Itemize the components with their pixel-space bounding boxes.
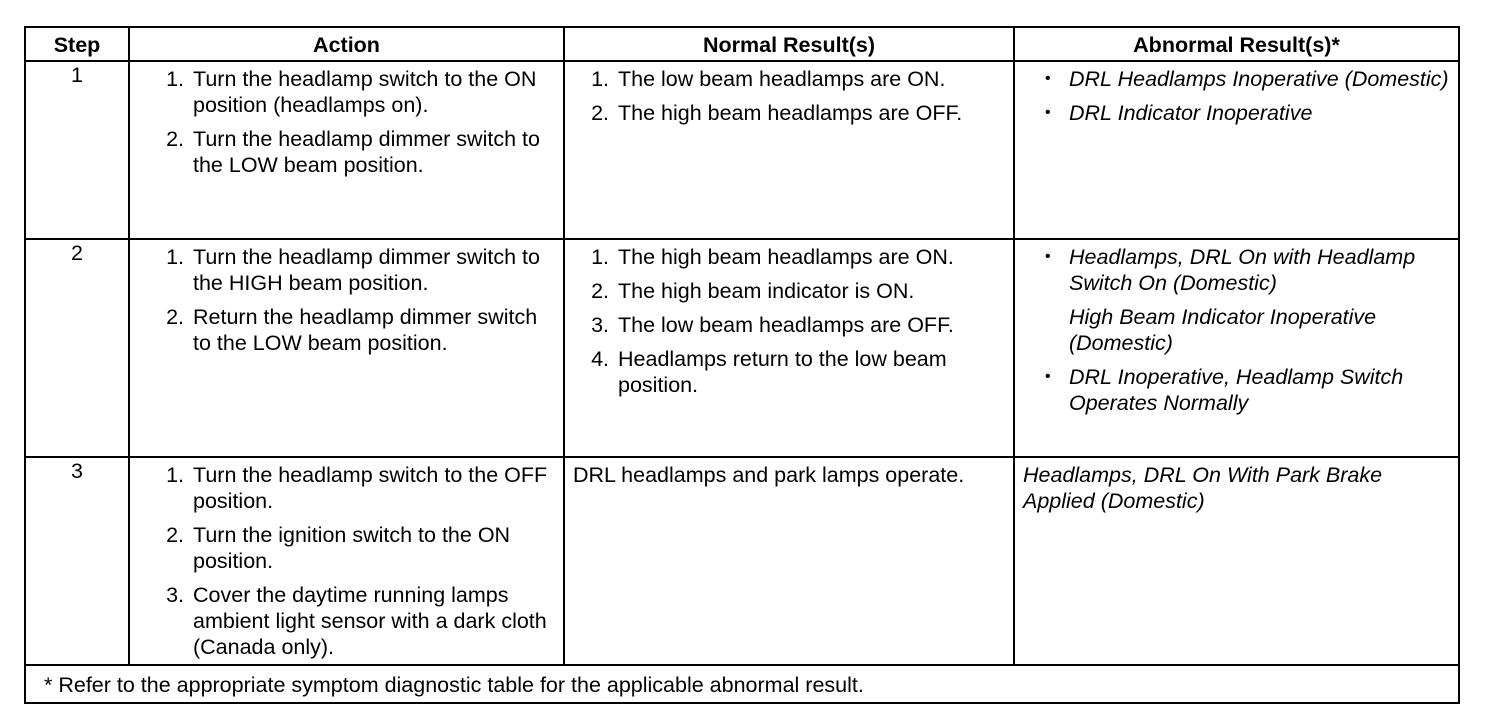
action-list: [138, 244, 555, 356]
item-number: 2.: [591, 279, 609, 303]
item-number: 1.: [166, 463, 184, 487]
item-text: DRL Inoperative, Headlamp Switch Operates Normally: [1069, 365, 1404, 415]
action-cell: [129, 61, 564, 239]
item-number: 1.: [166, 245, 184, 269]
normal-results-cell: [564, 239, 1014, 457]
list-item: [138, 66, 555, 118]
item-text: Turn the headlamp switch to the OFF position.: [193, 463, 548, 513]
item-text: The low beam headlamps are ON.: [618, 67, 946, 91]
item-text: The low beam headlamps are OFF.: [618, 313, 954, 337]
list-item: [573, 66, 1005, 92]
item-text: Return the headlamp dimmer switch to the LOW beam position.: [193, 305, 538, 355]
item-number: 2.: [166, 523, 184, 547]
list-item: [1023, 66, 1450, 92]
abnormal-result-text: Headlamps, DRL On With Park Brake Applied (Domestic): [1023, 463, 1383, 513]
normal-results-list: [573, 66, 1005, 126]
action-list: [138, 66, 555, 178]
item-text: Turn the headlamp dimmer switch to the HIGH beam position.: [193, 245, 540, 295]
list-item: [138, 522, 555, 574]
normal-result-text: DRL headlamps and park lamps operate.: [573, 463, 965, 487]
header-step: Step: [25, 27, 129, 61]
footnote-row: [25, 665, 1459, 703]
item-number: 2.: [166, 127, 184, 151]
list-item: [573, 244, 1005, 270]
list-item: [1023, 100, 1450, 126]
table-row: [25, 61, 1459, 239]
header-action: Action: [129, 27, 564, 61]
bullet-icon: •: [1045, 368, 1051, 385]
list-item: [138, 582, 555, 660]
action-cell: [129, 457, 564, 665]
bullet-icon: •: [1045, 70, 1051, 87]
normal-results-cell: [564, 457, 1014, 665]
list-item: [1023, 244, 1450, 296]
item-text: Turn the ignition switch to the ON position.: [193, 523, 511, 573]
bullet-icon: •: [1045, 248, 1051, 265]
abnormal-results-cell: [1014, 61, 1459, 239]
item-text: Headlamps return to the low beam position.: [618, 347, 947, 397]
item-text: Turn the headlamp switch to the ON position (headlamps on).: [193, 67, 537, 117]
list-item: [138, 126, 555, 178]
item-number: 1.: [591, 67, 609, 91]
item-text: Turn the headlamp dimmer switch to the LOW beam position.: [193, 127, 540, 177]
item-text: The high beam indicator is ON.: [618, 279, 915, 303]
list-item: [573, 346, 1005, 398]
header-row: [25, 27, 1459, 61]
step-number: 1: [25, 61, 129, 239]
bullet-icon: •: [1045, 104, 1051, 121]
abnormal-results-list: [1023, 244, 1450, 416]
item-number: 3.: [591, 313, 609, 337]
list-item: [138, 304, 555, 356]
list-item: [138, 244, 555, 296]
item-number: 1.: [591, 245, 609, 269]
action-list: [138, 462, 555, 660]
step-number: 2: [25, 239, 129, 457]
normal-results-cell: [564, 61, 1014, 239]
footnote: * Refer to the appropriate symptom diagnostic table for the applicable abnormal result.: [25, 665, 1459, 703]
header-normal-results: Normal Result(s): [564, 27, 1014, 61]
table-row: [25, 457, 1459, 665]
action-cell: [129, 239, 564, 457]
list-item: [1023, 304, 1450, 356]
item-number: 1.: [166, 67, 184, 91]
item-text: High Beam Indicator Inoperative (Domestic): [1069, 305, 1377, 355]
item-text: Headlamps, DRL On with Headlamp Switch On (Domestic): [1069, 245, 1416, 295]
abnormal-results-cell: [1014, 239, 1459, 457]
header-abnormal-results: Abnormal Result(s)*: [1014, 27, 1459, 61]
list-item: [573, 100, 1005, 126]
item-text: DRL Indicator Inoperative: [1069, 101, 1313, 125]
normal-results-list: [573, 244, 1005, 398]
item-text: The high beam headlamps are OFF.: [618, 101, 963, 125]
item-text: The high beam headlamps are ON.: [618, 245, 954, 269]
list-item: [138, 462, 555, 514]
list-item: [1023, 364, 1450, 416]
list-item: [573, 278, 1005, 304]
diagnostic-table-container: [24, 26, 1458, 704]
item-number: 4.: [591, 347, 609, 371]
item-text: DRL Headlamps Inoperative (Domestic): [1069, 67, 1449, 91]
abnormal-results-list: [1023, 66, 1450, 126]
item-number: 3.: [166, 583, 184, 607]
step-number: 3: [25, 457, 129, 665]
diagnostic-table: [24, 26, 1460, 704]
abnormal-results-cell: [1014, 457, 1459, 665]
item-number: 2.: [591, 101, 609, 125]
item-number: 2.: [166, 305, 184, 329]
item-text: Cover the daytime running lamps ambient light sensor with a dark cloth (Canada only).: [193, 583, 547, 659]
table-row: [25, 239, 1459, 457]
list-item: [573, 312, 1005, 338]
